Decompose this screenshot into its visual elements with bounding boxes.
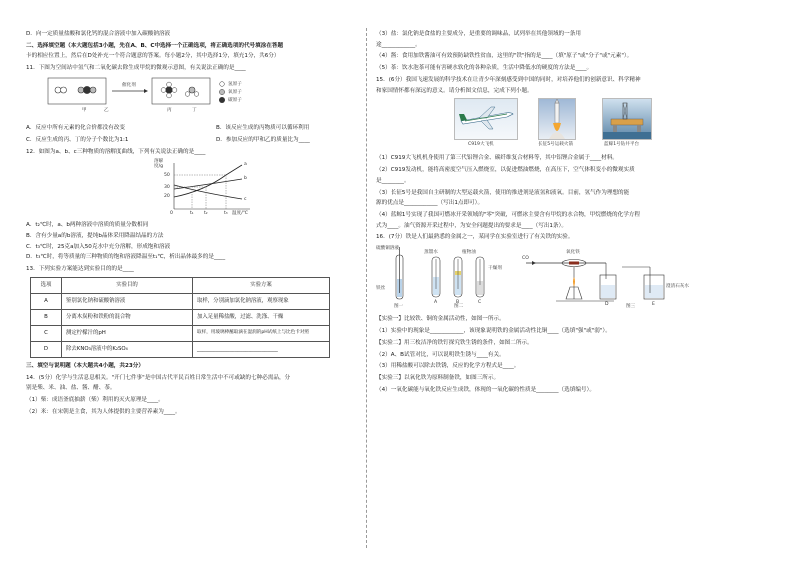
chart-xlabel: 温度/℃ — [232, 211, 248, 217]
label-plant-oil: 植物油 — [462, 250, 476, 256]
q12-stem: 12．如图为a、b、c三种物质的溶解度曲线，下列有关说法正确的是____ — [26, 148, 206, 155]
col-header-purpose: 实验目的 — [62, 277, 193, 293]
o-atom — [189, 87, 195, 93]
label-b: B — [456, 300, 460, 306]
cell-option: D — [31, 341, 62, 357]
table-row — [31, 325, 330, 341]
label-desiccant: 干燥剂 — [488, 266, 502, 272]
q15-part-3: （3）长征5号是我国自主研制的大型运载火箭，使用的推进剂是液氢和液氧。目前，氢气作为理想的能 — [376, 189, 630, 196]
q12-option-a: A．t₂℃时，a、b两种溶液中溶质的质量分数相同 — [26, 222, 149, 229]
experiment-1-title: 【实验一】比较铁、铜的金属活动性，如图一所示。 — [376, 316, 505, 323]
q14-stem-line2: 别是柴、米、油、盐、酱、醋、茶。 — [26, 385, 116, 392]
q15-photos — [376, 98, 732, 150]
table-row — [31, 309, 330, 325]
label-fig2: 图二 — [454, 304, 464, 310]
cell-option: C — [31, 325, 62, 341]
label-iron-oxide: 氧化铁 — [566, 250, 580, 256]
label-e: E — [652, 302, 655, 308]
q11-option-a: A．反应中所有元素的化合价都没有改变 — [26, 124, 125, 131]
section-3-title: 三、填空与说明题（本大题共4小题，共23分） — [26, 362, 144, 369]
q12-option-c: C．t₃℃时，25克a加入50克水中充分溶解，形成饱和溶液 — [26, 243, 171, 250]
label-yi: 乙 — [104, 107, 109, 113]
q15-stem-line2: 和家国情怀都有深远的意义。请分析图文信息，完成下列小题。 — [376, 87, 533, 94]
col-header-option: 选项 — [31, 277, 62, 293]
q11-option-c: C．反应生成的丙、丁的分子个数比为1:1 — [26, 136, 129, 143]
label-fig1: 图一 — [394, 304, 404, 310]
label-fig3: 图三 — [626, 304, 636, 310]
chart-ylabel: 溶解度/g — [154, 159, 164, 170]
q14-part-1: （1）柴：成语釜底抽薪（柴）利用的灭火原理是____。 — [26, 396, 164, 403]
q14-stem-line1: 14．(5分）化学与生活息息相关。"开门七件事"是中国古代平民百姓日常生活中不可或缺的七种必需品，分 — [26, 374, 291, 381]
tick-t3: t₃ — [224, 211, 228, 217]
c-atom — [83, 86, 90, 93]
q11-molecule-figure — [26, 76, 382, 120]
rocket-photo — [538, 98, 576, 140]
cell-purpose: 鉴别氯化钠和硫酸钠溶液 — [62, 293, 193, 309]
product-box — [152, 78, 210, 104]
h-atom — [55, 87, 61, 93]
cell-option: B — [31, 309, 62, 325]
caption-rocket: 长征5号运载火箭 — [538, 142, 574, 148]
q15-part-4: （4）蓝鲸1号实现了我国可燃冰开采领域的"零"突破，可燃冰主要含有甲烷的水合物，甲烷燃烧的化学方程 — [376, 211, 640, 218]
cell-option: A — [31, 293, 62, 309]
q11-option-d: D．参加反应的甲和乙的质量比为____ — [216, 136, 310, 143]
q11-options-row2 — [26, 136, 382, 144]
left-column — [26, 30, 382, 420]
right-column — [376, 30, 732, 398]
label-d: D — [605, 302, 609, 308]
drilling-platform-photo — [602, 98, 652, 140]
q16-part-3: （3）用稀盐酸可以除去铁锈，反应的化学方程式是____。 — [376, 363, 520, 370]
label-bing: 丙 — [167, 107, 172, 113]
cell-purpose: 分离木炭粉和铁粉的混合物 — [62, 309, 193, 325]
q14-part-5: （5）茶：饮水泡茶可能有害硬水软化的各种杂质，生活中降低水的硬度的方法是____。 — [376, 65, 593, 72]
q11-option-b: B．该反应生成的丙物质可以循环利用 — [216, 124, 310, 131]
section-2-title: 二、选择填空题（本大题包括3小题，先在A、B、C中选择一个正确选项，将正确选项的代号填涂在答题 — [26, 42, 284, 49]
cell-plan: 加入足量稀盐酸，过滤、洗涤、干燥 — [193, 309, 330, 325]
q16-part-1: （1）实验中的现象是____________，该现象说明铁的金属活动性比铜____（选填"强"或"弱"）。 — [376, 327, 611, 334]
cell-purpose: 除去KNO₃溶液中的K₂SO₄ — [62, 341, 193, 357]
label-jia: 甲 — [82, 107, 87, 113]
tick-x0: 0 — [170, 211, 173, 217]
tick-20: 20 — [164, 194, 170, 200]
cell-plan: 取样，分别滴加氯化钠溶液，观察现象 — [193, 293, 330, 309]
rocket-icon — [539, 99, 575, 139]
curve-label-a: a — [244, 162, 247, 168]
legend-h: 氢原子 — [228, 81, 242, 87]
table-row — [31, 341, 330, 357]
iron-oxide — [569, 262, 579, 265]
q15-part-2-cont: 是________。 — [376, 177, 410, 184]
q14-part-4: （4）酱：食用加铁酱油可有效预防缺铁性贫血，这里的"铁"指的是____（填"原子"或"分子"或"元素"）。 — [376, 53, 633, 60]
q15-part-2: （2）C919发动机，能将高密度空气压入燃烧室，以促进燃油燃烧，在高压下，空气体积变小的微观实质 — [376, 167, 635, 174]
q14-part-3-cont: 途____________。 — [376, 41, 421, 48]
q16-part-2: （2）A、B试管对比，可以说明铁生锈与____有关。 — [376, 351, 505, 358]
h-atom — [61, 87, 67, 93]
curve-label-c: c — [244, 197, 247, 203]
q11-options-row1 — [26, 124, 382, 132]
q14-part-3: （3）盐：氯化钠是食盐的主要成分，是重要的调味品，试列举在其他领域的一条用 — [376, 31, 581, 37]
legend-c: 碳原子 — [228, 97, 242, 103]
label-iron-wire: 铁丝 — [376, 286, 386, 292]
label-a: A — [434, 300, 438, 306]
cell-plan-blank: ______________________________ — [193, 341, 330, 357]
airplane-icon — [455, 99, 517, 139]
label-distilled-water: 蒸馏水 — [424, 250, 438, 256]
q15-part-1: （1）C919大飞机机身使用了第三代铝锂合金、碳纤维复合材料等，其中铝锂合金属于____材料。 — [376, 155, 618, 162]
q12-option-d: D．t₃℃时，将等质量的三种物质的饱和溶液降温至t₁℃，析出晶体最多的是____ — [26, 254, 226, 261]
q12-option-b: B．含有少量a的b溶液，提纯b晶体采用降温结晶的方法 — [26, 232, 164, 239]
caption-c919: C919大飞机 — [468, 142, 494, 148]
q15-stem-line1: 15．(6分）我国飞速发展的科学技术在让青少年深刻感受到中国的同时，对培养他们的创新意识、科学精神 — [376, 76, 641, 83]
experiment-3-title: 【实验三】以氧化铁为原料制备铁，如图三所示。 — [376, 375, 500, 382]
label-ding: 丁 — [192, 107, 197, 113]
curve-label-b: b — [244, 176, 247, 182]
cell-purpose: 测定柠檬汁的pH — [62, 325, 193, 341]
q16-stem: 16．(7分）铁是人们最熟悉的金属之一，某同学在实验室进行了有关铁的实验。 — [376, 234, 574, 241]
c919-photo — [454, 98, 518, 140]
tick-30: 30 — [164, 185, 170, 191]
caption-platform: 蓝鲸1号钻井平台 — [604, 142, 640, 148]
tick-t2: t₂ — [204, 211, 208, 217]
q13-stem: 13．下列实验方案能达到实验目的的是____ — [26, 265, 134, 272]
experiment-2-title: 【实验二】用三枚洁净的铁钉探究铁生锈的条件，如图二所示。 — [376, 339, 533, 346]
label-limewater: 澄清石灰水 — [666, 284, 689, 290]
column-divider — [366, 28, 367, 548]
q11-stem: 11．下图为空间站中氢气和二氧化碳去除生成甲烷的微观示意图，有关说法正确的是____ — [26, 65, 246, 72]
label-c: C — [478, 300, 482, 306]
o-atom — [90, 87, 96, 93]
table-header-row — [31, 277, 330, 293]
section-2-instructions: 卡的相应位置上，然后在D处补充一个符合题意的答案。每小题2分，其中选择1分，填充1分，共6分） — [26, 53, 280, 60]
tick-t1: t₁ — [190, 211, 194, 217]
col-header-plan: 实验方案 — [193, 277, 330, 293]
label-copper-sulfate: 硫酸铜溶液 — [376, 246, 399, 252]
q14-part-2: （2）米：在宋朝是主食，其为人体提供的主要营养素为____。 — [26, 408, 181, 415]
tick-50: 50 — [164, 173, 170, 179]
label-co: CO — [522, 256, 529, 262]
c-atom — [165, 86, 172, 93]
platform-icon — [603, 99, 651, 139]
o-atom — [78, 87, 84, 93]
q13-experiment-table — [30, 277, 330, 358]
q16-part-4: （4）一氧化碳能与氧化铁反应生成铁，体现的一氧化碳的性质是________（选填编号）。 — [376, 386, 595, 393]
q15-part-4-cont: 式为____。油气资源开采过程中，为安全问题提出的要求是____（写出1条）。 — [376, 222, 567, 229]
q16-apparatus-figure — [376, 245, 732, 311]
q12-solubility-chart — [154, 159, 382, 217]
cell-plan: 取样，用玻璃棒蘸取滴在湿润的pH试纸上与比色卡对照 — [193, 325, 330, 341]
q10-option-d: D．向一定质量盐酸和氯化钙的混合溶液中加入碳酸钠溶液 — [26, 31, 171, 37]
table-row — [31, 293, 330, 309]
legend-o: 氧原子 — [228, 89, 242, 95]
label-catalyst: 催化剂 — [122, 82, 136, 88]
q15-part-3-cont: 源的优点是____________（写出1点即可）。 — [376, 200, 484, 207]
